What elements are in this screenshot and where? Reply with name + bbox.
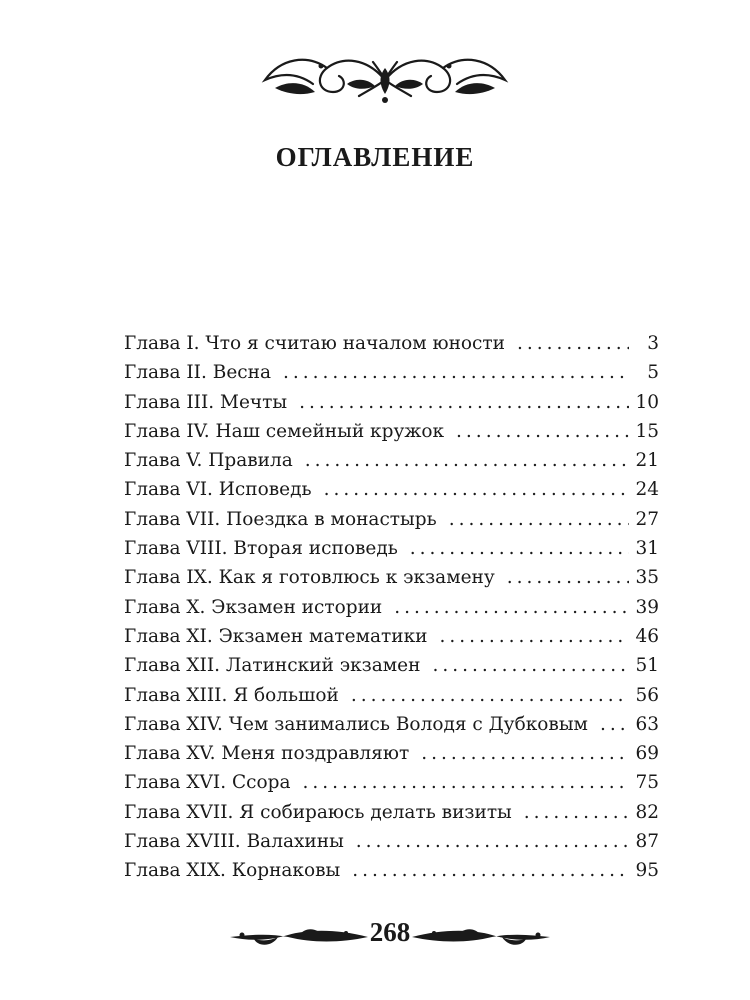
toc-entry-label: Глава XV. Меня поздравляют [124, 743, 410, 765]
toc-entry-page: 39 [635, 596, 659, 618]
toc-entry[interactable] [124, 362, 659, 391]
toc-leader-dots [302, 772, 629, 793]
footer-right-ornament-icon [412, 925, 552, 949]
toc-entry-page: 21 [635, 450, 659, 472]
toc-entry[interactable] [124, 626, 659, 655]
toc-entry-label: Глава VIII. Вторая исповедь [124, 538, 398, 560]
toc-entry[interactable] [124, 333, 659, 362]
toc-entry-page: 95 [635, 860, 659, 882]
toc-entry-label: Глава XIV. Чем занимались Володя с Дубковым [124, 713, 588, 735]
toc-leader-dots [421, 743, 629, 764]
toc-entry-page: 51 [635, 655, 659, 677]
toc-entry-page: 56 [635, 684, 659, 706]
toc-entry-page: 82 [635, 801, 659, 823]
toc-leader-dots [456, 421, 629, 442]
toc-entry-label: Глава V. Правила [124, 450, 293, 472]
toc-leader-dots [352, 860, 629, 881]
toc-leader-dots [324, 479, 629, 500]
toc-entry[interactable] [124, 831, 659, 860]
toc-entry-label: Глава VI. Исповедь [124, 479, 312, 501]
toc-entry-page: 75 [635, 772, 659, 794]
toc-entry[interactable] [124, 450, 659, 479]
toc-entry-page: 24 [635, 479, 659, 501]
toc-entry[interactable] [124, 538, 659, 567]
toc-entry-page: 35 [635, 567, 659, 589]
toc-entry-label: Глава IX. Как я готовлюсь к экзамену [124, 567, 495, 589]
toc-entry-label: Глава I. Что я считаю началом юности [124, 333, 505, 354]
toc-leader-dots [600, 714, 629, 735]
toc-entry-label: Глава XIX. Корнаковы [124, 860, 341, 882]
toc-entry[interactable] [124, 421, 659, 450]
toc-entry-page: 27 [635, 508, 659, 530]
toc-entry[interactable] [124, 479, 659, 508]
toc-entry[interactable] [124, 597, 659, 626]
toc-entry-label: Глава II. Весна [124, 362, 271, 384]
toc-entry[interactable] [124, 772, 659, 801]
toc-leader-dots [351, 685, 629, 706]
toc-entry-label: Глава XI. Экзамен математики [124, 625, 428, 647]
toc-entry-page: 87 [635, 831, 659, 853]
toc-entry-label: Глава XVI. Ссора [124, 772, 291, 794]
page-title: ОГЛАВЛЕНИЕ [275, 142, 475, 172]
toc-leader-dots [299, 392, 629, 413]
toc-entry-page: 63 [635, 713, 659, 735]
toc-leader-dots [394, 597, 629, 618]
toc-leader-dots [517, 333, 629, 354]
toc-entry-label: Глава X. Экзамен истории [124, 596, 383, 618]
toc-entry-label: Глава XIII. Я большой [124, 684, 339, 706]
toc-entry-page: 46 [635, 625, 659, 647]
page-number: 268 [369, 917, 411, 947]
top-ornament-icon [255, 50, 515, 110]
toc-entry[interactable] [124, 685, 659, 714]
toc-entry[interactable] [124, 860, 659, 889]
toc-leader-dots [410, 538, 629, 559]
toc-entry-page: 31 [635, 538, 659, 560]
toc-entry[interactable] [124, 567, 659, 596]
toc-leader-dots [439, 626, 629, 647]
toc-entry[interactable] [124, 655, 659, 684]
toc-entry[interactable] [124, 392, 659, 421]
toc-entry-page: 10 [635, 391, 659, 413]
toc-entry-page: 3 [647, 333, 659, 354]
toc-leader-dots [449, 509, 629, 530]
toc-entry[interactable] [124, 714, 659, 743]
toc-entry-label: Глава XII. Латинский экзамен [124, 655, 421, 677]
toc-entry-label: Глава XVIII. Валахины [124, 831, 344, 853]
toc-entry-label: Глава III. Мечты [124, 391, 288, 413]
toc-leader-dots [356, 831, 629, 852]
toc-entry[interactable] [124, 743, 659, 772]
toc-entry-label: Глава IV. Наш семейный кружок [124, 420, 445, 442]
toc-leader-dots [524, 802, 629, 823]
toc-leader-dots [507, 567, 629, 588]
toc-entry-label: Глава VII. Поездка в монастырь [124, 508, 437, 530]
table-of-contents [124, 333, 659, 890]
toc-entry[interactable] [124, 509, 659, 538]
toc-entry-page: 69 [635, 743, 659, 765]
toc-entry[interactable] [124, 802, 659, 831]
toc-leader-dots [283, 362, 629, 383]
toc-leader-dots [432, 655, 629, 676]
toc-entry-page: 15 [635, 420, 659, 442]
toc-entry-page: 5 [647, 362, 659, 384]
toc-leader-dots [305, 450, 629, 471]
toc-entry-label: Глава XVII. Я собираюсь делать визиты [124, 801, 512, 823]
page-footer [0, 915, 750, 955]
